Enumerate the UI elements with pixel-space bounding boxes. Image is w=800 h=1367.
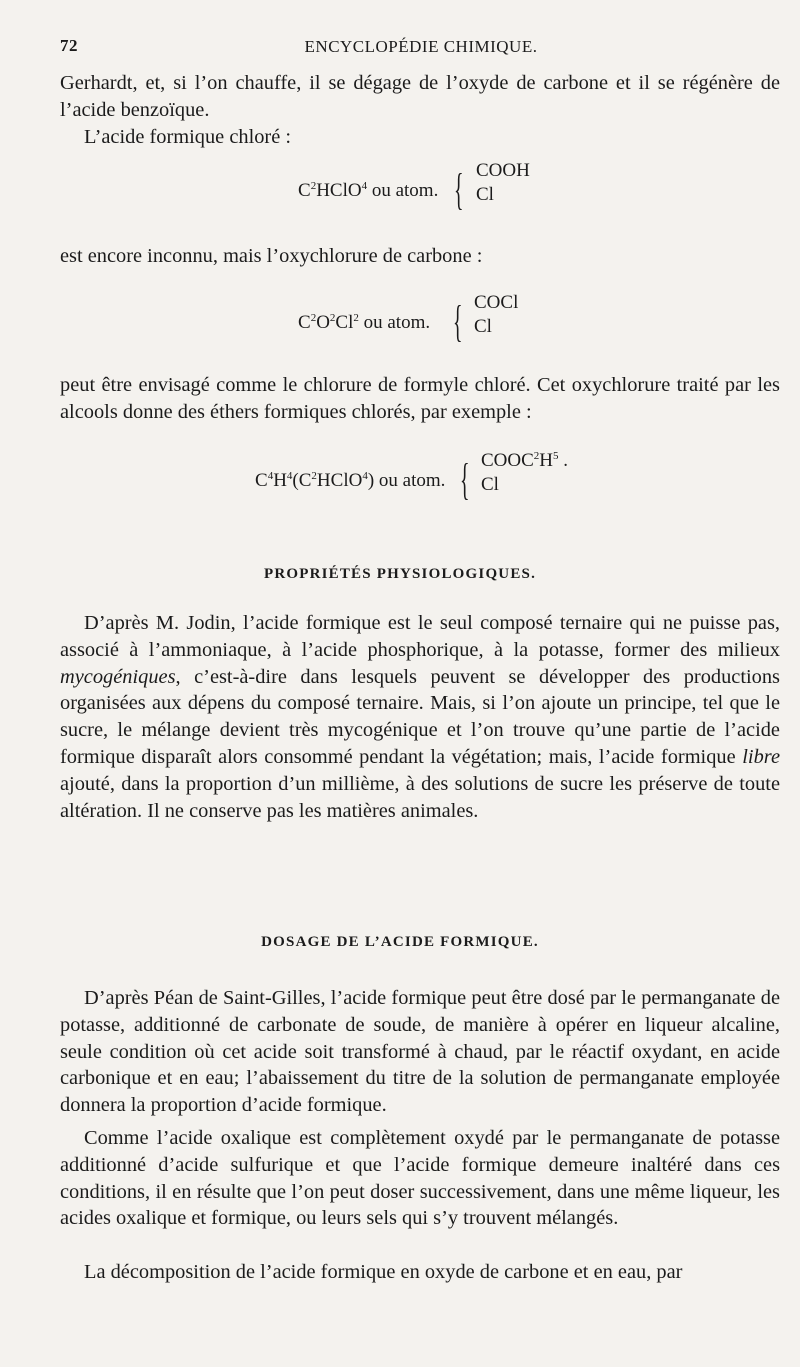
formula-row-1: $COOC^2H^5$ . bbox=[481, 450, 569, 471]
page-header bbox=[60, 36, 782, 62]
page-number: 72 bbox=[60, 36, 78, 55]
formula-ether-formique-chlore bbox=[255, 450, 595, 514]
formula-row-2: Cl bbox=[474, 316, 492, 337]
formula-acide-formique-chlore bbox=[298, 160, 558, 224]
formula-row-1: COCl bbox=[474, 292, 519, 313]
curly-brace: { bbox=[460, 455, 470, 504]
paragraph-decomposition: La décomposition de l’acide formique en oxyde de carbone et en eau, par bbox=[84, 1261, 683, 1283]
formula-lhs: $C^2HClO^4$ ou atom. bbox=[298, 180, 439, 201]
formula-lhs: $C^4H^4(C^2HClO^4)$ ou atom. bbox=[255, 470, 446, 491]
paragraph-chlorure-de-formyle: peut être envisagé comme le chlorure de formyle chloré. Cet oxychlorure traité par les alcools donne des éthers formiques chlorés, par exemple : bbox=[60, 374, 780, 423]
section-heading-dosage: DOSAGE DE L’ACIDE FORMIQUE. bbox=[261, 934, 539, 950]
paragraph-pean-de-saint-gilles: D’après Péan de Saint-Gilles, l’acide formique peut être dosé par le permanganate de potasse, additionné de carbonate de soude, de manière à opérer en liqueur alcaline, seule condition où cet acide soit transformé à chaud, par le réactif oxydant, en acide carbonique et en eau; l’abaissement du titre de la solution de permanganate employée donnera la proportion d’acide formique. bbox=[60, 987, 780, 1117]
formula-row-1: COOH bbox=[476, 160, 530, 181]
formula-row-2: Cl bbox=[481, 474, 499, 495]
paragraph-acide-formique-chlore: L’acide formique chloré : bbox=[84, 126, 292, 148]
formula-row-2: Cl bbox=[476, 184, 494, 205]
formula-lhs: $C^2O^2Cl^2$ ou atom. bbox=[298, 312, 431, 333]
formula-oxychlorure bbox=[298, 292, 558, 356]
paragraph-gerhardt: Gerhardt, et, si l’on chauffe, il se dégage de l’oxyde de carbone et il se régénère de l’acide benzoïque. bbox=[60, 72, 780, 121]
curly-brace: { bbox=[454, 165, 464, 214]
running-title: ENCYCLOPÉDIE CHIMIQUE. bbox=[304, 37, 538, 56]
paragraph-acide-oxalique: Comme l’acide oxalique est complètement oxydé par le permanganate de potasse additionné d’acide sulfurique et que l’acide formique demeure inaltéré dans ces conditions, il en résulte que l’on peut doser successivement, dans une même liqueur, les acides oxalique et formique, ou leurs sels qui s’y trouvent mélangés. bbox=[60, 1127, 780, 1230]
paragraph-jodin: D’après M. Jodin, l’acide formique est le seul composé ternaire qui ne puisse pas, associé à l’ammoniaque, à l’acide phosphorique, à la potasse, former des milieux mycogéniques, c’est-à-dire dans lesquels peuvent se développer des productions organisées aux dépens du composé ternaire. Mais, si l’on ajoute un principe, tel que le sucre, le mélange devient très mycogénique et l’on trouve qu’une partie de l’acide formique disparaît alors consommé pendant la végétation; mais, l’acide formique libre ajouté, dans la proportion d’un millième, à des solutions de sucre les préserve de toute altération. Il ne conserve pas les matières animales. bbox=[60, 612, 780, 822]
section-heading-proprietes-physiologiques: PROPRIÉTÉS PHYSIOLOGIQUES. bbox=[263, 566, 537, 582]
curly-brace: { bbox=[453, 297, 463, 346]
paragraph-oxychlorure: est encore inconnu, mais l’oxychlorure de carbone : bbox=[60, 245, 483, 267]
